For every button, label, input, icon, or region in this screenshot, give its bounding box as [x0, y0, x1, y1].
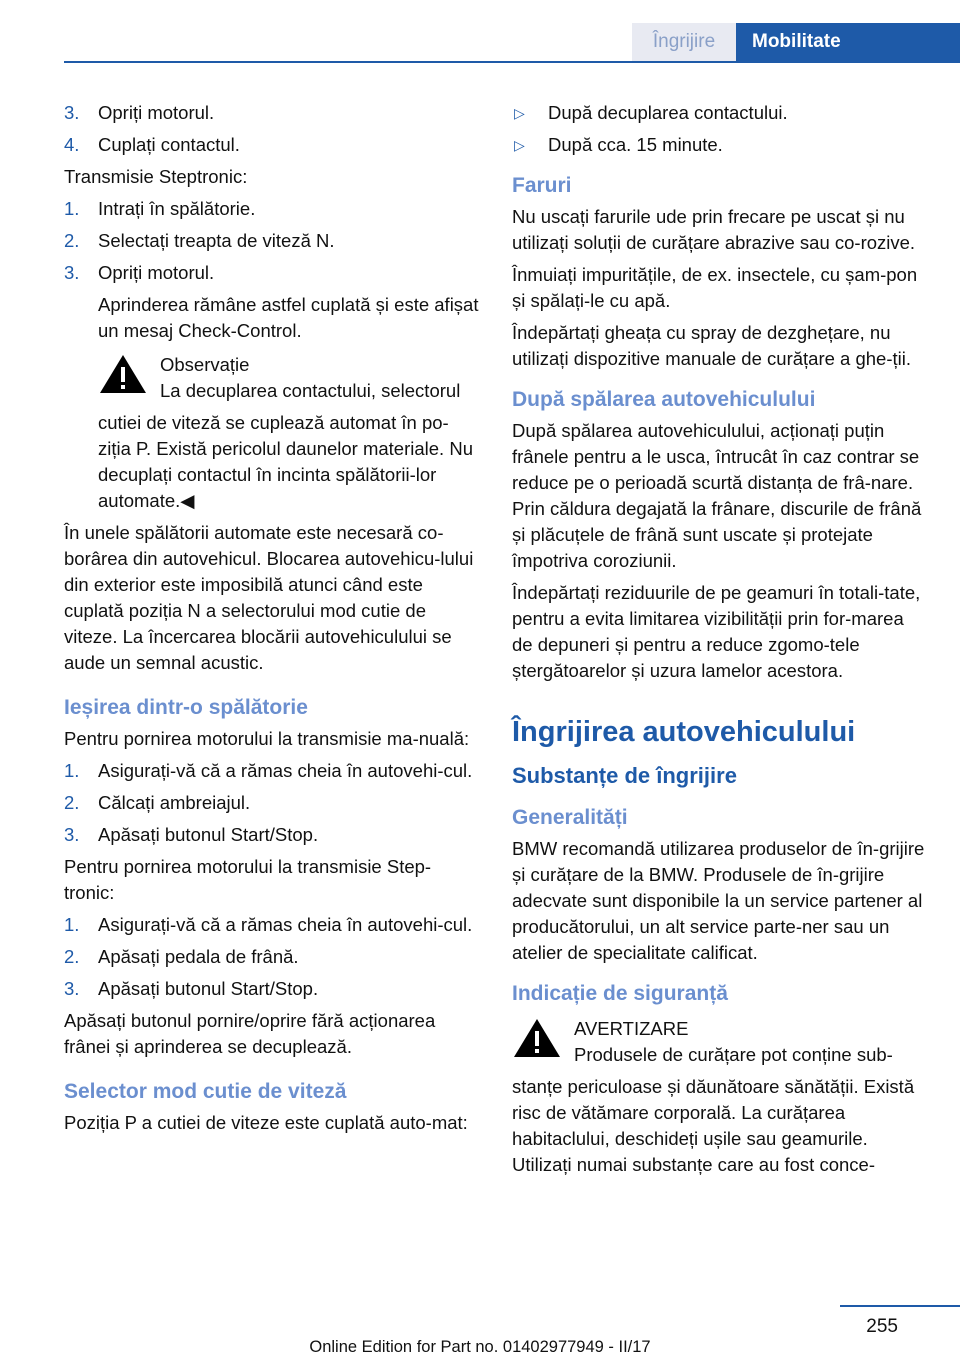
warning-triangle-icon	[512, 1016, 562, 1060]
footer-edition: Online Edition for Part no. 01402977949 - II/17	[309, 1338, 651, 1356]
list-number: 4.	[64, 134, 80, 155]
list-text: După cca. 15 minute.	[548, 134, 723, 155]
page-number: 255	[866, 1316, 898, 1337]
paragraph: Nu uscați farurile ude prin frecare pe uscat și nu utilizați soluții de curățare abrazive sau co-rozive.	[512, 206, 916, 253]
list-number: 1.	[64, 198, 80, 219]
list-item	[64, 100, 479, 126]
list-number: 3.	[64, 824, 80, 845]
list-item	[64, 758, 479, 784]
paragraph: După spălarea autovehiculului, acționați puțin frânele pentru a le usca, întrucât în caz contrar se reduce pe o perioadă scurtă distanța de frâ-nare. Prin căldura degajată la frânare, discurile de frână și plăcuțele de frână sunt uscate și protejate împotriva coroziunii.	[512, 420, 922, 571]
paragraph: Apăsați butonul pornire/oprire fără acționarea frânei și aprinderea se decuplează.	[64, 1010, 436, 1057]
list-number: 2.	[64, 946, 80, 967]
warning-triangle-icon	[98, 352, 148, 396]
paragraph: Îndepărtați reziduurile de pe geamuri în totali-tate, pentru a evita limitarea vizibilității prin for-marea de depuneri și pentru a reduce zgomo-tele ștergătoarelor și uzura lamelor acestora.	[512, 582, 921, 681]
warning-continuation: cutiei de viteză se cuplează automat în po-ziția P. Există pericolul daunelor materiale. Nu decuplați contactul în incinta spălătorii-lor automate.◀	[98, 412, 473, 511]
list-number: 3.	[64, 978, 80, 999]
list-text: Opriți motorul.	[98, 102, 215, 123]
list-item	[64, 228, 479, 254]
list-number: 2.	[64, 792, 80, 813]
warning-block	[64, 352, 479, 514]
section-heading: Ieșirea dintr-o spălătorie	[64, 696, 308, 719]
list-item	[512, 100, 927, 126]
list-text: Apăsați pedala de frână.	[98, 946, 299, 967]
list-text: Călcați ambreiajul.	[98, 792, 251, 813]
warning-continuation: stanțe periculoase și dăunătoare sănătății. Există risc de vătămare corporală. La curățarea habitaclului, deschideți ușile sau geamurile. Utilizați numai substanțe care au fost conce-	[512, 1076, 915, 1175]
triangle-bullet-icon: ▷	[514, 105, 525, 121]
paragraph: Transmisie Steptronic:	[64, 166, 248, 187]
list-text: Selectați treapta de viteză N.	[98, 230, 335, 251]
list-text: Asigurați-vă că a rămas cheia în autovehi-cul.	[98, 914, 473, 935]
left-column	[64, 100, 479, 1142]
header-tab-ingrijire: Îngrijire	[632, 23, 736, 61]
subsection-heading: Generalități	[512, 806, 628, 829]
list-item	[64, 132, 479, 158]
subsection-heading: Indicație de siguranță	[512, 982, 728, 1005]
list-number: 3.	[64, 102, 80, 123]
list-text: Opriți motorul.	[98, 262, 215, 283]
list-number: 3.	[64, 262, 80, 283]
paragraph: BMW recomandă utilizarea produselor de în-grijire și curățare de la BMW. Produsele de în-grijire adecvate sunt disponibile la un service partener al producătorului, un alt service parte-ner sau un atelier de specialitate calificat.	[512, 838, 925, 963]
list-item	[64, 790, 479, 816]
paragraph: Pentru pornirea motorului la transmisie Step-tronic:	[64, 856, 432, 903]
warning-text: Produsele de curățare pot conține sub-	[574, 1044, 893, 1065]
list-item	[64, 944, 479, 970]
list-number: 2.	[64, 230, 80, 251]
paragraph: Înmuiați impuritățile, de ex. insectele, cu șam-pon și spălați-le cu apă.	[512, 264, 918, 311]
list-text: După decuplarea contactului.	[548, 102, 788, 123]
paragraph: Îndepărtați gheața cu spray de dezghețare, nu utilizați dispozitive manuale de curățare a ghe-ții.	[512, 322, 911, 369]
list-text: Asigurați-vă că a rămas cheia în autovehi-cul.	[98, 760, 473, 781]
header-divider	[64, 61, 960, 63]
paragraph: Pentru pornirea motorului la transmisie ma-nuală:	[64, 728, 470, 749]
list-item	[64, 976, 479, 1002]
warning-text: La decuplarea contactului, selectorul	[160, 380, 461, 401]
list-item	[64, 260, 479, 286]
warning-title: AVERTIZARE	[574, 1018, 689, 1039]
list-number: 1.	[64, 760, 80, 781]
list-text: Cuplați contactul.	[98, 134, 240, 155]
list-item	[64, 196, 479, 222]
list-number: 1.	[64, 914, 80, 935]
footer-divider	[840, 1305, 960, 1307]
list-item	[64, 822, 479, 848]
right-column	[512, 100, 927, 1184]
warning-title: Observație	[160, 354, 250, 375]
list-text: Intrați în spălătorie.	[98, 198, 256, 219]
section-heading: Selector mod cutie de viteză	[64, 1080, 347, 1103]
section-heading: După spălarea autovehiculului	[512, 388, 816, 411]
list-item	[512, 132, 927, 158]
paragraph: Poziția P a cutiei de viteze este cuplată auto-mat:	[64, 1112, 468, 1133]
list-item	[64, 912, 479, 938]
list-text: Apăsați butonul Start/Stop.	[98, 978, 319, 999]
section-heading: Faruri	[512, 174, 572, 197]
triangle-bullet-icon: ▷	[514, 137, 525, 153]
chapter-heading: Îngrijirea autovehiculului	[512, 716, 856, 748]
list-subtext: Aprinderea rămâne astfel cuplată și este afișat un mesaj Check-Control.	[98, 294, 479, 341]
header-tab-mobilitate: Mobilitate	[736, 23, 960, 61]
list-text: Apăsați butonul Start/Stop.	[98, 824, 319, 845]
paragraph: În unele spălătorii automate este necesară co-borârea din autovehicul. Blocarea autovehicu-lului din exterior este imposibilă atunci când este cuplată poziția N a selectorului mod cutie de viteze. La încercarea blocării autovehiculului se aude un semnal acustic.	[64, 522, 474, 673]
section-heading: Substanțe de îngrijire	[512, 763, 737, 788]
warning-block	[512, 1016, 927, 1178]
